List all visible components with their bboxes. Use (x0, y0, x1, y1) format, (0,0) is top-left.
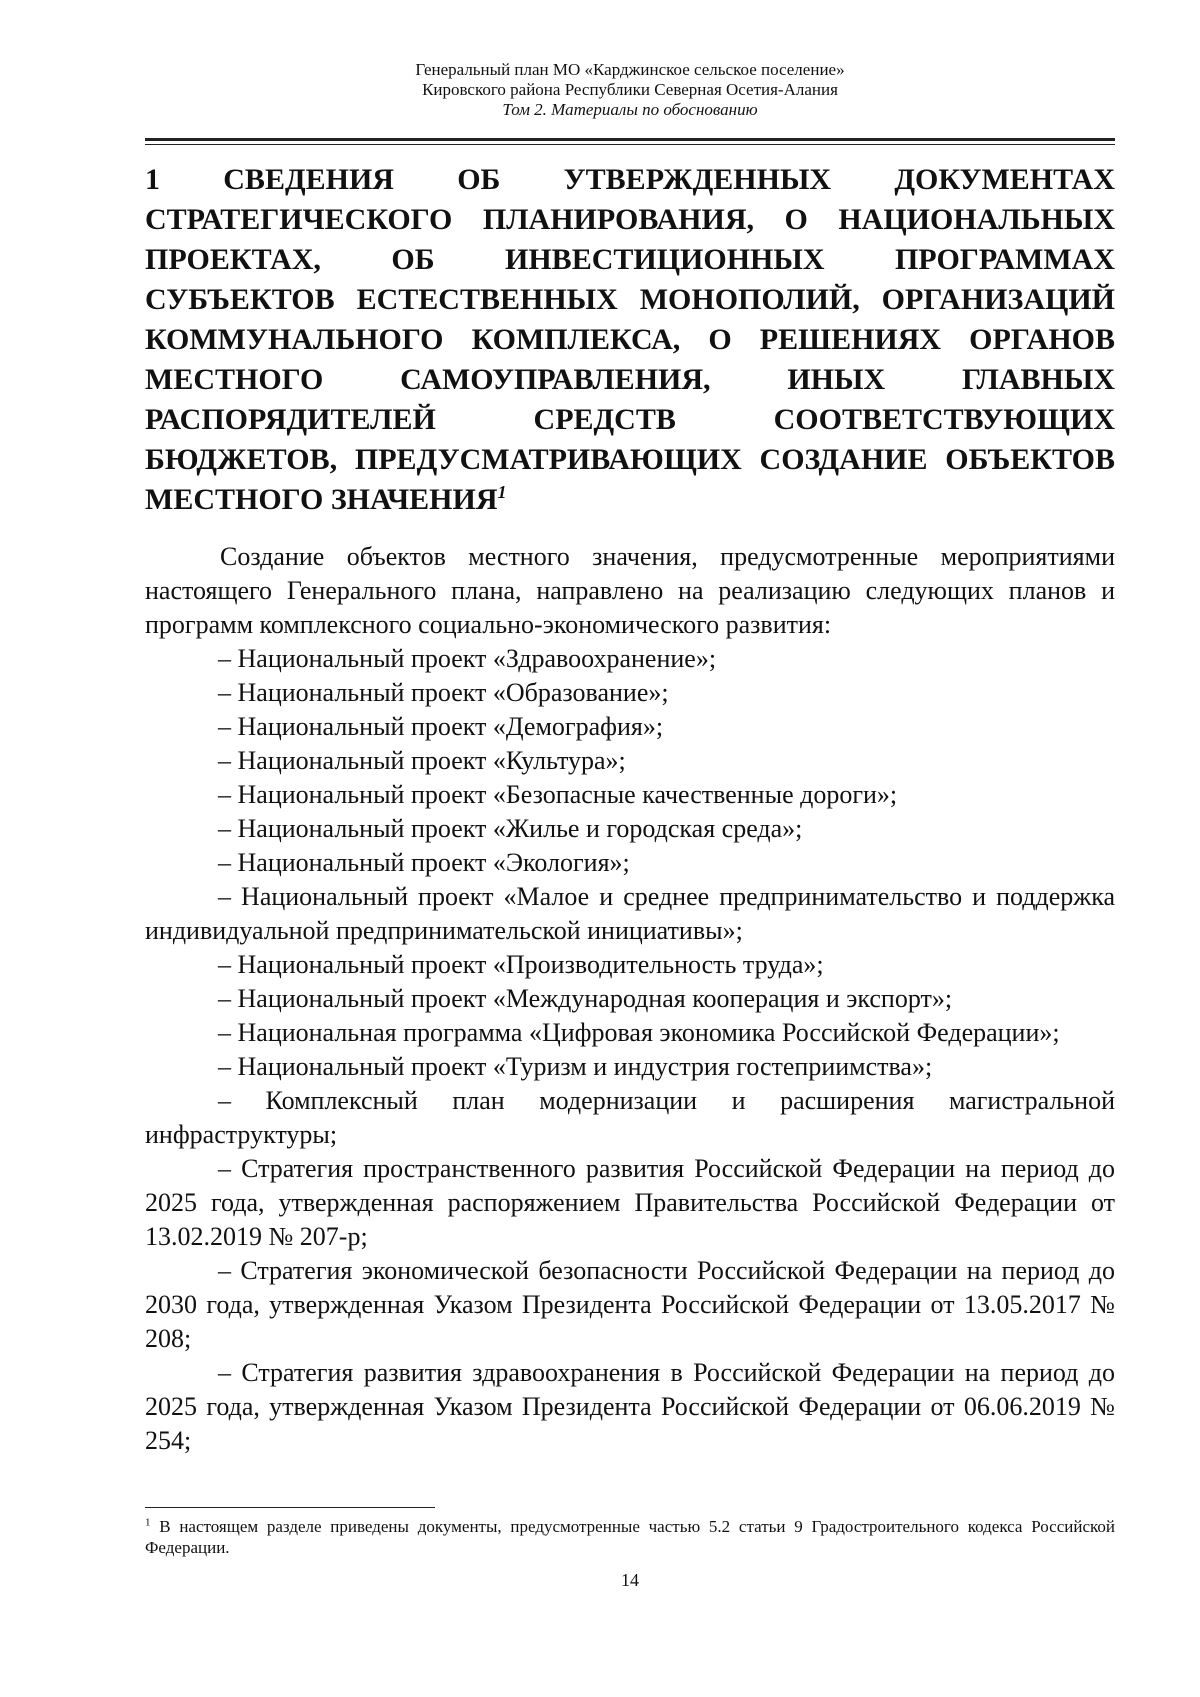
header-line-3: Том 2. Материалы по обоснованию (502, 100, 758, 119)
list-item: – Национальный проект «Безопасные качественные дороги»; (218, 780, 898, 809)
list-item: – Комплексный план модернизации и расширения магистральной инфраструктуры; (145, 1086, 1115, 1149)
page-number: 14 (621, 1570, 639, 1590)
footnote-marker: 1 (145, 1516, 151, 1529)
footnote-text: В настоящем разделе приведены документы, предусмотренные частью 5.2 статьи 9 Градостроительного кодекса Российской Федерации. (145, 1517, 1115, 1557)
header-rule-thin (145, 144, 1115, 145)
list-item: – Стратегия экономической безопасности Российской Федерации на период до 2030 года, утвержденная Указом Президента Российской Федерации от 13.05.2017 № 208; (145, 1256, 1115, 1353)
list-item: – Национальный проект «Экология»; (218, 848, 630, 877)
list-item: – Национальный проект «Туризм и индустрия гостеприимства»; (218, 1052, 933, 1081)
intro-paragraph: Создание объектов местного значения, предусмотренные мероприятиями настоящего Генерального плана, направлено на реализацию следующих планов и программ комплексного социально-экономического развития: (145, 542, 1115, 639)
header-rule-thick (145, 138, 1115, 141)
list-item: – Национальный проект «Здравоохранение»; (218, 644, 717, 673)
body-text (145, 540, 1115, 1458)
list-item: – Национальный проект «Культура»; (218, 746, 626, 775)
section-title-text: 1 СВЕДЕНИЯ ОБ УТВЕРЖДЕННЫХ ДОКУМЕНТАХ СТРАТЕГИЧЕСКОГО ПЛАНИРОВАНИЯ, О НАЦИОНАЛЬНЫХ ПРОЕКТАХ, ОБ ИНВЕСТИЦИОННЫХ ПРОГРАММАХ СУБЪЕКТОВ ЕСТЕСТВЕННЫХ МОНОПОЛИЙ, ОРГАНИЗАЦИЙ КОММУНАЛЬНОГО КОМПЛЕКСА, О РЕШЕНИЯХ ОРГАНОВ МЕСТНОГО САМОУПРАВЛЕНИЯ, ИНЫХ ГЛАВНЫХ РАСПОРЯДИТЕЛЕЙ СРЕДСТВ СООТВЕТСТВУЮЩИХ БЮДЖЕТОВ, ПРЕДУСМАТРИВАЮЩИХ СОЗДАНИЕ ОБЪЕКТОВ МЕСТНОГО ЗНАЧЕНИЯ (145, 163, 1115, 516)
page-header (145, 60, 1115, 120)
list-item: – Национальный проект «Малое и среднее предпринимательство и поддержка индивидуальной предпринимательской инициативы»; (145, 882, 1115, 945)
section-title (145, 160, 1115, 520)
list-item: – Национальный проект «Жилье и городская среда»; (218, 814, 803, 843)
list-item: – Национальная программа «Цифровая экономика Российской Федерации»; (218, 1018, 1060, 1047)
footnote-reference: 1 (497, 482, 507, 502)
list-item: – Стратегия развития здравоохранения в Российской Федерации на период до 2025 года, утвержденная Указом Президента Российской Федерации от 06.06.2019 № 254; (145, 1358, 1115, 1455)
header-line-1: Генеральный план МО «Карджинское сельское поселение» (415, 60, 845, 79)
list-item: – Национальный проект «Международная кооперация и экспорт»; (218, 984, 953, 1013)
list-item: – Национальный проект «Демография»; (218, 712, 664, 741)
footnote-divider (145, 1507, 435, 1508)
list-item: – Стратегия пространственного развития Российской Федерации на период до 2025 года, утвержденная распоряжением Правительства Российской Федерации от 13.02.2019 № 207-р; (145, 1154, 1115, 1251)
footnote (145, 1516, 1115, 1558)
list-item: – Национальный проект «Производительность труда»; (218, 950, 824, 979)
list-item: – Национальный проект «Образование»; (218, 678, 669, 707)
header-line-2: Кировского района Республики Северная Осетия-Алания (422, 80, 838, 99)
